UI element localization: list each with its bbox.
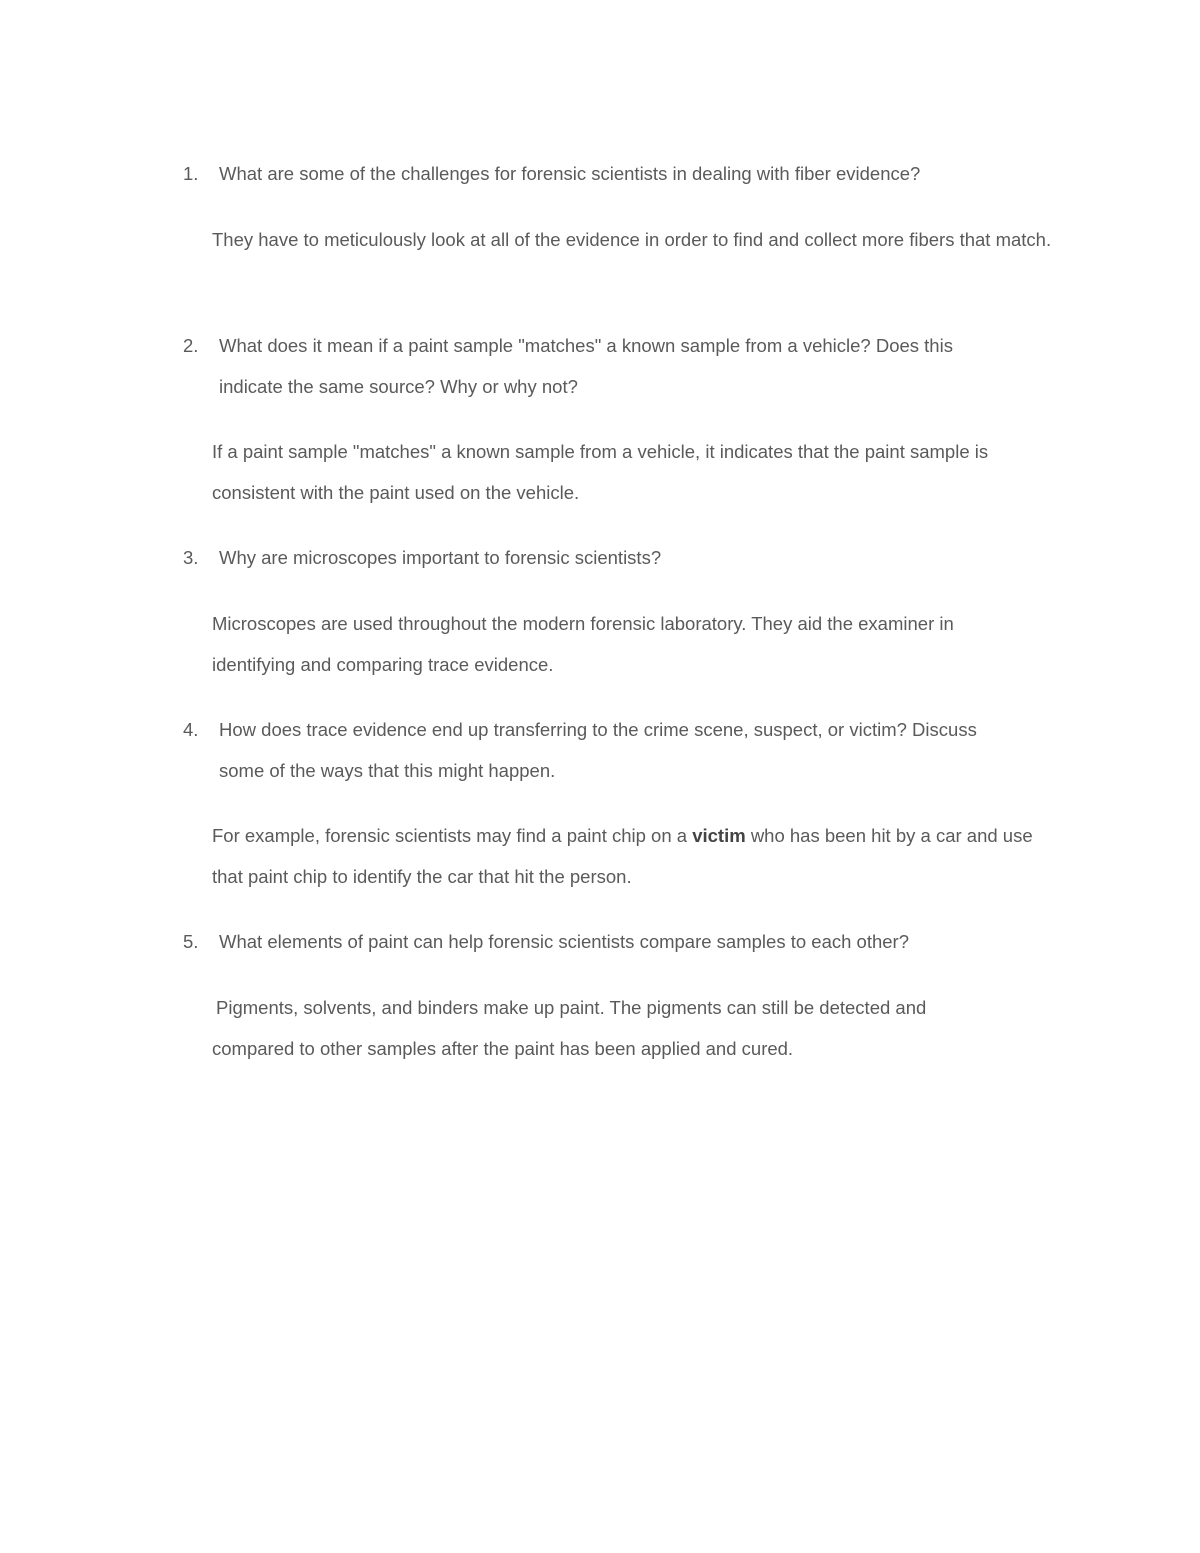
qa-item-2	[0, 325, 1200, 407]
question-number-2: 2.	[183, 335, 199, 356]
question-text-4: How does trace evidence end up transferring to the crime scene, suspect, or victim? Discuss some of the ways that this might happen.	[219, 719, 977, 781]
answer-block-2	[0, 431, 1200, 513]
question-text-3: Why are microscopes important to forensic scientists?	[219, 547, 662, 568]
question-number-3: 3.	[183, 547, 199, 568]
question-4	[0, 709, 1019, 791]
qa-item-4	[0, 709, 1200, 791]
answer-block-3	[0, 603, 1200, 685]
question-3	[0, 537, 1019, 578]
question-text-2: What does it mean if a paint sample "matches" a known sample from a vehicle? Does this indicate the same source? Why or why not?	[219, 335, 953, 397]
question-5	[0, 921, 1019, 962]
question-1	[0, 153, 1019, 194]
answer-4	[0, 815, 1052, 897]
answer-4-bold-word: victim	[692, 825, 746, 846]
question-number-1: 1.	[183, 163, 199, 184]
question-text-5: What elements of paint can help forensic scientists compare samples to each other?	[219, 931, 909, 952]
question-2	[0, 325, 1009, 407]
answer-block-5	[0, 987, 1200, 1069]
answer-block-1	[0, 219, 1200, 260]
qa-item-5	[0, 921, 1200, 962]
qa-item-1	[0, 153, 1200, 194]
question-text-1: What are some of the challenges for forensic scientists in dealing with fiber evidence?	[219, 163, 921, 184]
question-number-4: 4.	[183, 719, 199, 740]
answer-2: If a paint sample "matches" a known sample from a vehicle, it indicates that the paint sample is consistent with the paint used on the vehicle.	[212, 441, 989, 503]
answer-1: They have to meticulously look at all of the evidence in order to find and collect more fibers that match.	[212, 229, 1052, 250]
answer-5: Pigments, solvents, and binders make up paint. The pigments can still be detected and compared to other samples after the paint has been applied and cured.	[212, 997, 927, 1059]
answer-3: Microscopes are used throughout the modern forensic laboratory. They aid the examiner in identifying and comparing trace evidence.	[212, 613, 954, 675]
qa-item-3	[0, 537, 1200, 578]
answer-4-text-before: For example, forensic scientists may find a paint chip on a	[212, 825, 688, 846]
answer-4-text-after: who has been hit by a car and use that paint chip to identify the car that hit the person.	[212, 825, 1033, 887]
answer-block-4	[0, 815, 1200, 897]
question-number-5: 5.	[183, 931, 199, 952]
